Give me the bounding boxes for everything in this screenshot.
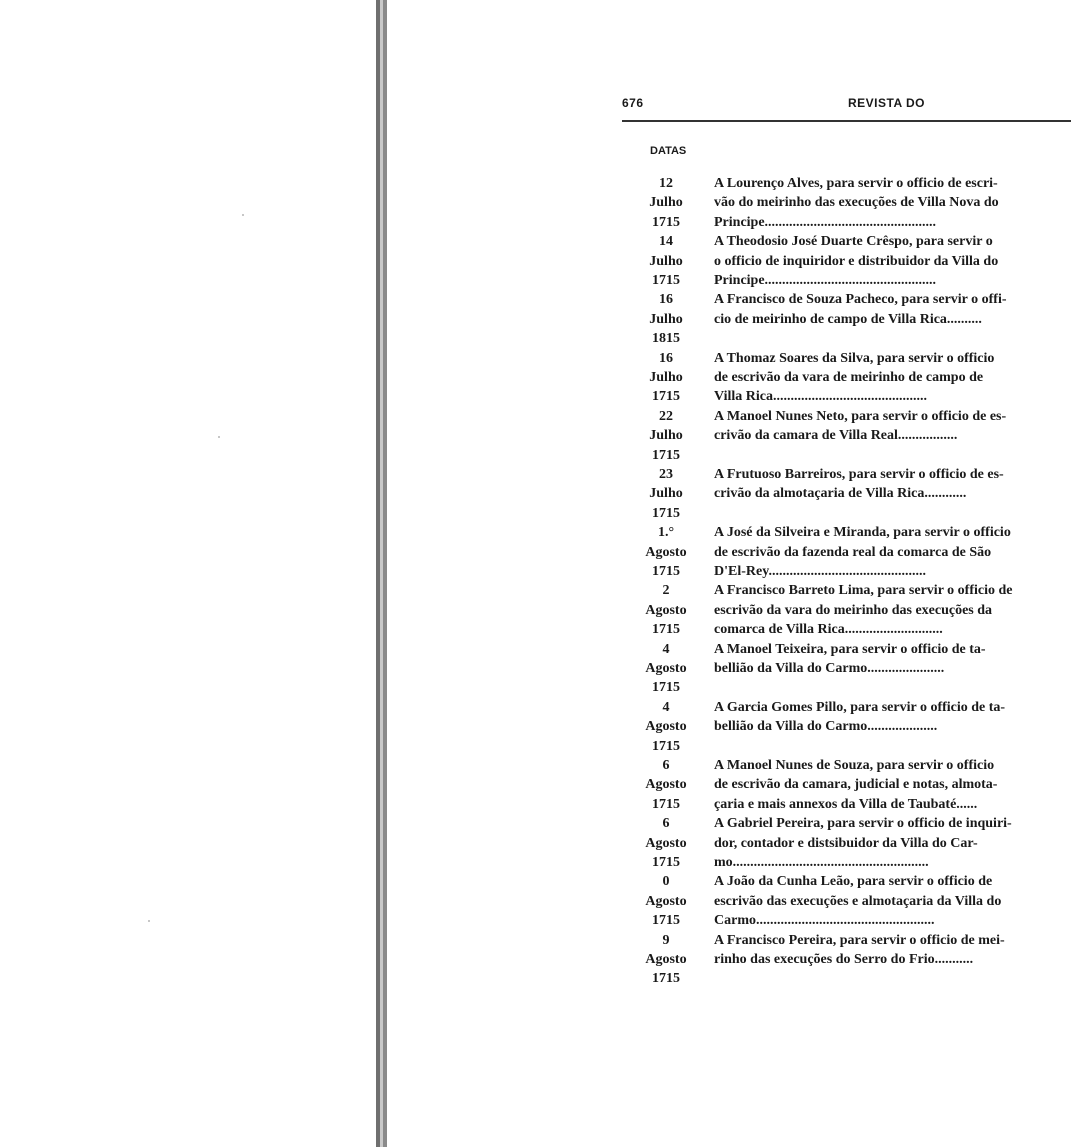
entry-text	[714, 640, 1066, 679]
entry-text-line: de escrivão da fazenda real da comarca de São	[714, 544, 992, 560]
entry-year: 1715	[652, 273, 680, 288]
entry-text	[714, 232, 1066, 290]
entry-text-line: vão do meirinho das execuções de Villa Nova do	[714, 195, 999, 211]
entry-year: 1715	[652, 796, 680, 812]
entry-text-line: A Gabriel Pereira, para servir o officio de inquiri-	[714, 816, 1012, 832]
entry-text-line: A Thomaz Soares da Silva, para servir o officio	[714, 350, 995, 366]
entry-text-line: dor, contador e distsibuidor da Villa do Car-	[714, 835, 978, 851]
entry-month: Julho	[649, 253, 683, 269]
list-item	[622, 232, 1071, 290]
paper-speck	[218, 436, 220, 438]
list-item	[622, 931, 1071, 989]
entry-month: Agosto	[645, 661, 687, 676]
entry-date	[636, 349, 696, 407]
entry-month: Agosto	[645, 719, 687, 735]
entry-day: 0	[662, 874, 670, 890]
entry-text-line: A Francisco Pereira, para servir o officio de mei-	[714, 932, 1005, 948]
entry-text-line: çaria e mais annexos da Villa de Taubaté......	[714, 796, 978, 812]
entry-text-line: escrivão da vara do meirinho das execuções da	[714, 602, 993, 618]
entry-text-line: Carmo...................................................	[714, 913, 935, 929]
entry-month: Agosto	[645, 777, 687, 793]
entry-day: 12	[659, 176, 673, 191]
entry-year: 1715	[652, 913, 680, 929]
entry-date	[636, 465, 696, 523]
entry-date	[636, 698, 696, 756]
entry-text-line: A Francisco de Souza Pacheco, para servir o offi-	[714, 292, 1007, 308]
entry-month: Agosto	[645, 952, 687, 967]
list-item	[622, 872, 1071, 930]
entry-day: 2	[662, 583, 670, 599]
entry-month: Agosto	[645, 893, 687, 909]
entry-year: 1715	[652, 214, 680, 230]
entry-text-line: bellião da Villa do Carmo......................	[714, 661, 945, 676]
entry-text-line: de escrivão da vara de meirinho de campo de	[714, 370, 984, 385]
entry-text-line: A Manoel Nunes de Souza, para servir o officio	[714, 758, 995, 773]
entry-text	[714, 698, 1066, 737]
entry-day: 22	[659, 408, 673, 424]
entry-text-line: escrivão das execuções e almotaçaria da Villa do	[714, 893, 1002, 909]
entry-text-line: rinho das execuções do Serro do Frio...........	[714, 952, 974, 967]
entry-year: 1715	[652, 389, 680, 405]
entry-date	[636, 931, 696, 989]
entry-date	[636, 290, 696, 348]
entry-text	[714, 407, 1066, 446]
entry-text-line: A Lourenço Alves, para servir o officio de escri-	[714, 176, 998, 191]
header-rule	[622, 120, 1071, 124]
entry-text-line: de escrivão da camara, judicial e notas, almota-	[714, 777, 998, 793]
page-number: 676	[622, 96, 644, 110]
entry-day: 4	[662, 641, 670, 657]
entry-year: 1715	[652, 447, 680, 463]
list-item	[622, 407, 1071, 465]
entry-text-line: Principe.................................................	[714, 214, 937, 230]
list-item	[622, 640, 1071, 698]
entry-day: 16	[659, 292, 673, 308]
entry-text-line: cio de meirinho de campo de Villa Rica..........	[714, 311, 982, 327]
entry-text	[714, 523, 1066, 581]
entry-text-line: A João da Cunha Leão, para servir o officio de	[714, 874, 993, 890]
entry-month: Julho	[649, 486, 683, 502]
entry-year: 1715	[652, 971, 680, 987]
entry-date	[636, 872, 696, 930]
entry-day: 4	[662, 699, 670, 715]
entry-text-line: Villa Rica............................................	[714, 389, 927, 405]
list-item	[622, 465, 1071, 523]
entry-date	[636, 407, 696, 465]
book-page	[622, 92, 1071, 987]
entry-day: 1.°	[657, 525, 675, 541]
entry-text	[714, 290, 1066, 329]
entry-text	[714, 814, 1066, 872]
entry-month: Agosto	[645, 544, 687, 560]
entry-month: Julho	[649, 370, 683, 385]
list-item	[622, 756, 1071, 814]
entry-month: Julho	[649, 195, 683, 211]
entry-year: 1715	[652, 738, 680, 754]
entry-text-line: D'El-Rey.............................................	[714, 564, 926, 579]
list-item	[622, 174, 1071, 232]
entry-text-line: bellião da Villa do Carmo....................	[714, 719, 938, 735]
entry-text-line: A Frutuoso Barreiros, para servir o officio de es-	[714, 467, 1004, 482]
entry-date	[636, 756, 696, 814]
entry-text	[714, 581, 1066, 639]
entry-year: 1715	[652, 680, 680, 696]
entry-text	[714, 174, 1066, 232]
list-item	[622, 349, 1071, 407]
entry-text-line: comarca de Villa Rica............................	[714, 622, 943, 638]
entry-text	[714, 931, 1066, 970]
entry-year: 1715	[652, 622, 680, 638]
entry-text	[714, 465, 1066, 504]
entry-text-line: A José da Silveira e Miranda, para servir o officio	[714, 525, 1011, 541]
entry-day: 6	[662, 758, 670, 773]
entry-date	[636, 640, 696, 698]
book-gutter-edge	[383, 0, 387, 1147]
entry-day: 14	[659, 234, 673, 250]
entry-day: 9	[662, 932, 670, 948]
list-item	[622, 581, 1071, 639]
entry-text-line: crivão da camara de Villa Real.................	[714, 428, 958, 444]
entry-month: Agosto	[645, 835, 687, 851]
entry-year: 1715	[652, 855, 680, 870]
entry-text-line: A Francisco Barreto Lima, para servir o officio de	[714, 583, 1013, 599]
paper-speck	[242, 214, 244, 216]
running-head	[622, 92, 1071, 112]
journal-title: REVISTA DO	[848, 96, 926, 110]
entry-text	[714, 872, 1066, 930]
entry-text-line: A Manoel Nunes Neto, para servir o officio de es-	[714, 408, 1007, 424]
entry-day: 23	[659, 467, 673, 482]
entry-year: 1815	[652, 331, 680, 347]
entry-text	[714, 349, 1066, 407]
dates-column-label: DATAS	[650, 145, 687, 157]
list-item	[622, 290, 1071, 348]
entry-text-line: crivão da almotaçaria de Villa Rica............	[714, 486, 967, 502]
entry-text-line: o officio de inquiridor e distribuidor da Villa do	[714, 253, 999, 269]
entry-text-line: A Manoel Teixeira, para servir o officio de ta-	[714, 641, 986, 657]
entry-month: Agosto	[645, 602, 687, 618]
entry-month: Julho	[649, 311, 683, 327]
entry-day: 16	[659, 350, 673, 366]
list-item	[622, 698, 1071, 756]
entry-text-line: Principe.................................................	[714, 273, 937, 288]
entry-date	[636, 523, 696, 581]
entry-year: 1715	[652, 505, 680, 521]
paper-speck	[148, 920, 150, 922]
entry-text-line: A Garcia Gomes Pillo, para servir o officio de ta-	[714, 699, 1006, 715]
entry-text-line: mo........................................................	[714, 855, 929, 870]
entry-date	[636, 581, 696, 639]
entry-date	[636, 814, 696, 872]
entry-date	[636, 174, 696, 232]
entry-text-line: A Theodosio José Duarte Crêspo, para servir o	[714, 234, 993, 250]
list-item	[622, 523, 1071, 581]
entry-year: 1715	[652, 564, 680, 579]
entry-day: 6	[662, 816, 670, 832]
entry-date	[636, 232, 696, 290]
entry-month: Julho	[649, 428, 683, 444]
list-item	[622, 814, 1071, 872]
entry-text	[714, 756, 1066, 814]
